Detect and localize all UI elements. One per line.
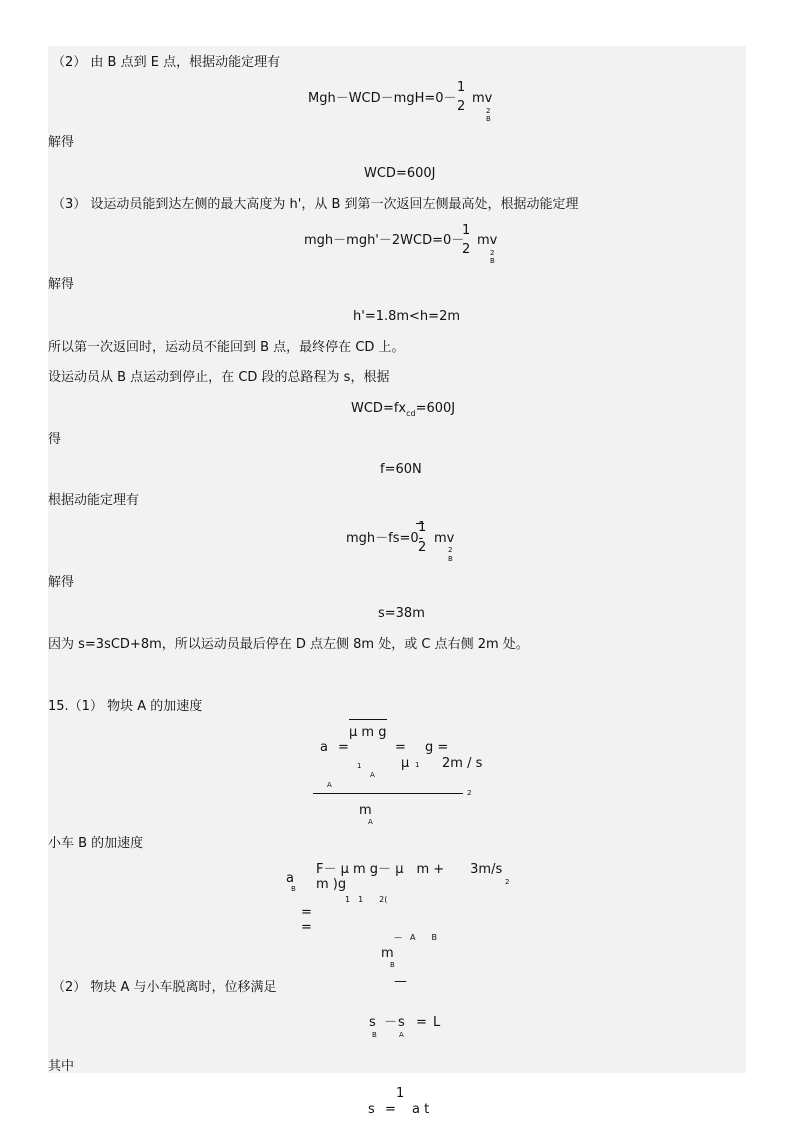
- part3-eq2-sub: cd: [406, 409, 416, 418]
- part2-eq-den: 2: [457, 99, 466, 114]
- q15-disp-s1: s: [369, 1015, 376, 1030]
- q15-aB-line2: m )g: [316, 877, 347, 892]
- q15-aA-sub1: 1: [357, 762, 362, 770]
- q15-aB-dash: —: [394, 974, 407, 989]
- q15-aB-eq2: =: [301, 920, 312, 935]
- part3-eq1-num: 1: [462, 223, 471, 238]
- q15-sEq-num: 1: [396, 1086, 405, 1101]
- part3-eq1-sup: 2: [490, 249, 495, 257]
- part3-eq3-tail: mv: [434, 531, 455, 546]
- q15-disp-subB: B: [372, 1031, 377, 1039]
- q15-aB-subs: 1 1 2(: [345, 895, 388, 904]
- part3-conclusion2: 因为 s=3sCD+8m，所以运动员最后停在 D 点左侧 8m 处，或 C 点右侧 2m 处。: [48, 637, 529, 652]
- q15-sEq-rhs: a t: [412, 1102, 430, 1117]
- part2-intro: （2） 由 B 点到 E 点，根据动能定理有: [52, 55, 281, 70]
- q15-aA-eq1: =: [338, 740, 349, 755]
- q15-aA-mu-sub: 1: [415, 761, 420, 769]
- q15-aA-fraction-bar: [313, 793, 463, 794]
- q15-disp-subA: A: [399, 1031, 404, 1039]
- q15-aB-lhs: a: [286, 871, 294, 886]
- q15-aA-subA2: A: [327, 781, 332, 789]
- q15-aA-mu: μ: [401, 756, 410, 771]
- part3-eq1-sub: B: [490, 257, 495, 265]
- part3-eq1-lhs: mgh－mgh'－2WCD=0－: [304, 233, 465, 248]
- q15-aB-eq1: =: [301, 905, 312, 920]
- q15-aB-den-marks: — A B: [394, 933, 437, 942]
- part3-eq3-lhs: mgh－fs=0-: [346, 531, 424, 546]
- part3-eq3-num: 1: [418, 520, 427, 535]
- part2-eq-num: 1: [457, 80, 466, 95]
- part3-intro3: 根据动能定理有: [48, 493, 140, 508]
- part2-eq-sup: 2: [486, 107, 491, 115]
- part3-eq2-tail: =600J: [415, 401, 456, 416]
- part2-equation: [308, 92, 457, 105]
- part3-eq2: [351, 401, 456, 418]
- part3-solve1: 解得: [48, 277, 75, 292]
- part3-eq3-sub: B: [448, 555, 453, 563]
- q15-aA-eq2: =: [395, 740, 406, 755]
- part3-conclusion1: 所以第一次返回时，运动员不能回到 B 点，最终停在 CD 上。: [48, 340, 405, 355]
- part3-eq1-tail: mv: [477, 233, 498, 248]
- q15-aA-lhs: a: [320, 740, 328, 755]
- part2-eq-lhs: Mgh－WCD－mgH=0－: [308, 91, 457, 106]
- q15-aA-g: g =: [425, 740, 449, 755]
- q15-disp-eq: =: [416, 1015, 427, 1030]
- q15-intro2: 小车 B 的加速度: [48, 836, 144, 851]
- q15-aB-exp: 2: [505, 878, 510, 886]
- q15-aA-exp: 2: [467, 789, 472, 797]
- q15-sEq-eq: =: [385, 1102, 396, 1117]
- part3-de: 得: [48, 432, 62, 447]
- part3-result3: s=38m: [378, 606, 425, 621]
- q15-aA-num: μ m g: [349, 725, 387, 740]
- part3-eq3-sup: 2: [448, 546, 453, 554]
- q15-aA-subA1: A: [370, 771, 375, 779]
- part2-solve: 解得: [48, 135, 75, 150]
- q15-aA-den: m: [359, 803, 372, 818]
- part3-eq3-den: 2: [418, 540, 427, 555]
- part3-eq2-main: WCD=fx: [351, 401, 407, 416]
- q15-disp-L: L: [433, 1015, 441, 1030]
- part3-result2: f=60N: [380, 462, 422, 477]
- part3-eq1-den: 2: [462, 242, 471, 257]
- q15-disp-s2: s: [398, 1015, 405, 1030]
- part2-eq-tail: mv: [472, 91, 493, 106]
- part2-eq-sub: B: [486, 115, 491, 123]
- part3-solve3: 解得: [48, 575, 75, 590]
- q15-sEq-s: s: [368, 1102, 375, 1117]
- q15-where: 其中: [48, 1059, 75, 1074]
- part3-intro: （3） 设运动员能到达左侧的最大高度为 h'，从 B 到第一次返回左侧最高处，根据动能定理: [52, 197, 579, 212]
- q15-aB-den: m: [381, 946, 394, 961]
- q15-intro: 15.（1） 物块 A 的加速度: [48, 699, 203, 714]
- q15-disp-minus: －: [384, 1015, 398, 1030]
- part3-result1: h'=1.8m<h=2m: [353, 309, 461, 324]
- q15-aA-val: 2m / s: [442, 756, 483, 771]
- q15-aB-lhs-sub: B: [291, 885, 296, 893]
- part2-result: WCD=600J: [364, 166, 436, 181]
- part3-intro2: 设运动员从 B 点运动到停止，在 CD 段的总路程为 s，根据: [48, 370, 390, 385]
- q15-aB-line1: F－ μ m g－ μ m + 3m/s: [316, 862, 503, 877]
- q15-aB-den-sub: B: [390, 961, 395, 969]
- q15-part2-intro: （2） 物块 A 与小车脱离时，位移满足: [52, 980, 277, 995]
- q15-aA-den-sub: A: [368, 818, 373, 826]
- q15-aA-overbar: [349, 719, 387, 720]
